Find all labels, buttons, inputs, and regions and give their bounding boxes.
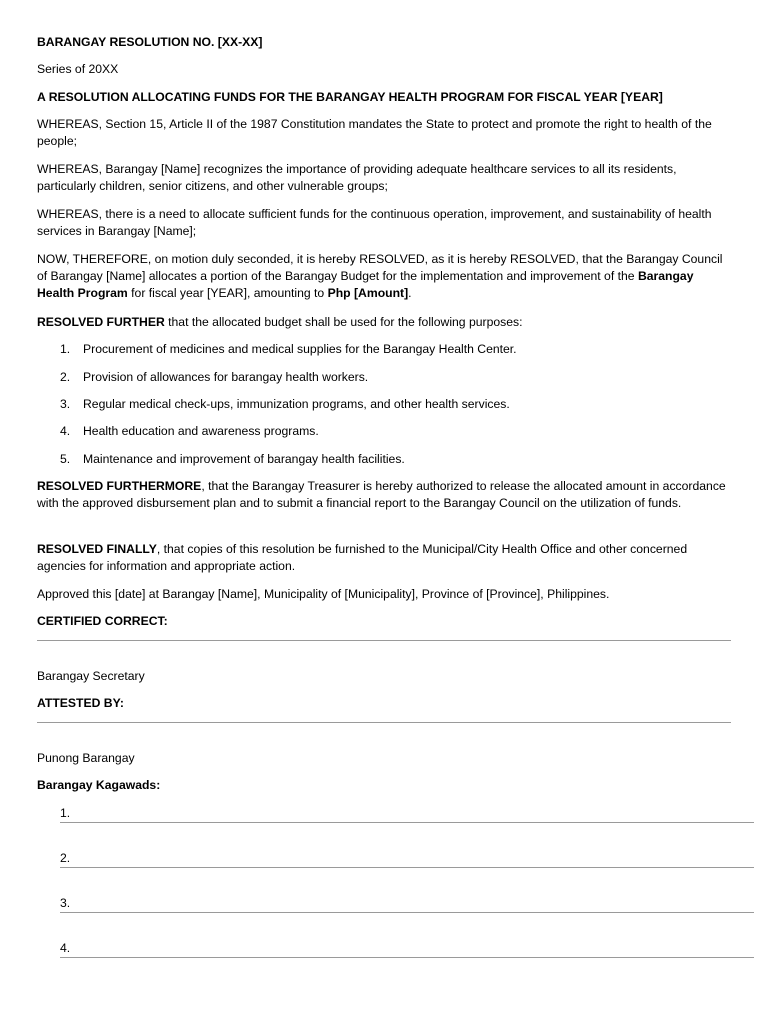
kagawad-signature-line [60,957,754,958]
resolved-finally-text: , that copies of this resolution be furnished to the Municipal/City Health Office and other concerned agencies for information and appropriate action. [37,542,688,573]
kagawad-signature-line [60,912,754,913]
list-item-number: 2. [60,370,71,384]
resolution-title: BARANGAY RESOLUTION NO. [XX-XX] [37,35,263,49]
whereas-clause-1: WHEREAS, Section 15, Article II of the 1987 Constitution mandates the State to protect and promote the right to health of the people; [37,117,712,148]
whereas-clause-3: WHEREAS, there is a need to allocate sufficient funds for the continuous operation, improvement, and sustainability of health services in Barangay [Name]; [37,207,712,238]
resolved-further-lead: RESOLVED FURTHER [37,315,165,329]
kagawad-signature-line [60,867,754,868]
kagawad-number: 2. [60,851,71,865]
list-item-text: Provision of allowances for barangay health workers. [83,370,369,384]
resolved-furthermore-clause [37,478,731,512]
resolved-further-text: that the allocated budget shall be used for the following purposes: [164,315,523,329]
amount-placeholder: Php [Amount] [327,286,409,300]
resolved-finally-lead: RESOLVED FINALLY [37,542,157,556]
list-item-number: 4. [60,424,71,438]
resolved-furthermore-text: , that the Barangay Treasurer is hereby authorized to release the allocated amount in accordance with the approved disbursement plan and to submit a financial report to the Barangay Council on the utilization of funds. [37,479,726,510]
now-therefore-clause [37,251,731,302]
kagawad-number: 3. [60,896,71,910]
list-item-number: 3. [60,397,71,411]
list-item-text: Procurement of medicines and medical supplies for the Barangay Health Center. [83,342,517,356]
health-program-name: Barangay Health Program [37,269,694,300]
punong-barangay-title: Punong Barangay [37,751,135,765]
resolved-finally-clause [37,541,731,575]
whereas-clause-2: WHEREAS, Barangay [Name] recognizes the importance of providing adequate healthcare services to all its residents, particularly children, senior citizens, and other vulnerable groups; [37,162,677,193]
list-item-text: Maintenance and improvement of barangay health facilities. [83,452,405,466]
now-therefore-text-1: NOW, THEREFORE, on motion duly seconded, it is hereby RESOLVED, as it is hereby RESOLVED, that the Barangay Council of Barangay [Name] allocates a portion of the Barangay Budget for the implementation and improvement of the [37,252,723,283]
kagawads-label: Barangay Kagawads: [37,778,161,792]
kagawad-number: 1. [60,806,71,820]
secretary-title: Barangay Secretary [37,669,145,683]
punong-signature-line [37,722,731,723]
kagawad-signature-line [60,822,754,823]
resolved-furthermore-lead: RESOLVED FURTHERMORE [37,479,202,493]
resolution-series: Series of 20XX [37,62,119,76]
list-item-text: Regular medical check-ups, immunization programs, and other health services. [83,397,510,411]
resolved-further-clause [37,314,731,331]
certified-correct-label: CERTIFIED CORRECT: [37,614,168,628]
attested-by-label: ATTESTED BY: [37,696,124,710]
secretary-signature-line [37,640,731,641]
now-therefore-text-3: . [408,286,412,300]
kagawad-number: 4. [60,941,71,955]
resolution-subject: A RESOLUTION ALLOCATING FUNDS FOR THE BARANGAY HEALTH PROGRAM FOR FISCAL YEAR [YEAR] [37,90,663,104]
list-item-number: 5. [60,452,71,466]
list-item-text: Health education and awareness programs. [83,424,319,438]
now-therefore-text-2: for fiscal year [YEAR], amounting to [127,286,328,300]
approval-statement: Approved this [date] at Barangay [Name], Municipality of [Municipality], Province of [Province], Philippines. [37,587,610,601]
list-item-number: 1. [60,342,71,356]
